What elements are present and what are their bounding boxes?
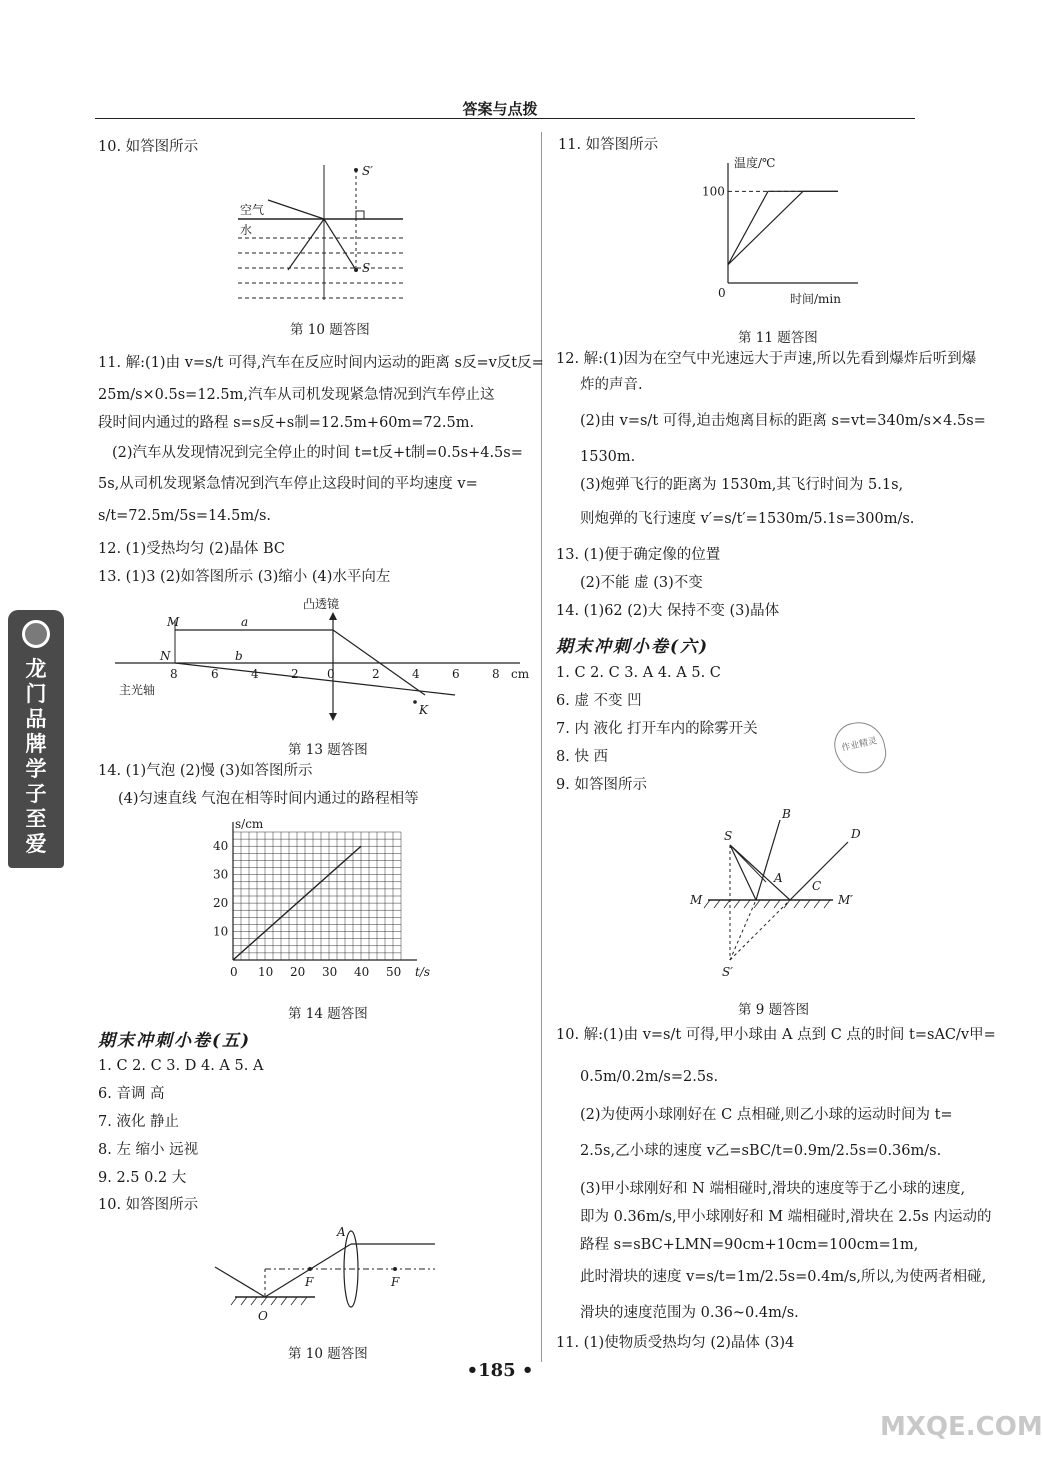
sec5-line-4: 8. 左 缩小 远视: [98, 1142, 199, 1158]
watermark: MXQE.COM: [880, 1412, 1043, 1442]
b-point-label: B: [782, 807, 791, 821]
q11-line-4: (2)汽车从发现情况到完全停止的时间 t=t反+t制=0.5s+4.5s=: [112, 445, 523, 461]
tick-6: 4: [412, 667, 420, 681]
s-point-label: S: [724, 829, 733, 843]
c-point-label: C: [812, 879, 822, 893]
tick-2: 4: [251, 667, 259, 681]
q11-line-5: 5s,从司机发现紧急情况到汽车停止这段时间的平均速度 v=: [98, 476, 478, 492]
r-q13-line-2: (2)不能 虚 (3)不变: [580, 575, 703, 591]
s-prime-label: S′: [362, 164, 373, 178]
sec6-q10-line-8: 此时滑块的速度 v=s/t=1m/2.5s=0.4m/s,所以,为使两者相碰,: [580, 1269, 987, 1285]
n-label: N: [160, 649, 171, 663]
r-q12-line-5: (3)炮弹飞行的距离为 1530m,其飞行时间为 5.1s,: [580, 477, 904, 493]
homework-stamp: 作业精灵: [830, 717, 890, 778]
d-point-label: D: [851, 827, 861, 841]
sec6-line-4: 8. 快 西: [556, 749, 609, 765]
y-tick-20: 20: [213, 896, 229, 911]
tick-5: 2: [372, 667, 380, 681]
m-mirror-label: M: [690, 893, 703, 907]
unit-label: cm: [511, 667, 530, 681]
q14-line-2: (4)匀速直线 气泡在相等时间内通过的路程相等: [118, 791, 419, 807]
y-tick-40: 40: [213, 839, 229, 854]
q12-line: 12. (1)受热均匀 (2)晶体 BC: [98, 541, 285, 557]
brand-text: 龙门品牌 学子至爱: [25, 656, 47, 856]
x-tick-30: 30: [322, 965, 338, 979]
x-tick-label: 0: [718, 286, 726, 300]
a-mirror-label: A: [774, 871, 783, 885]
temp-series-0: [728, 191, 838, 264]
column-divider: [541, 132, 542, 1362]
tick-4: 0: [327, 667, 335, 681]
sec6-line-2: 6. 虚 不变 凹: [556, 693, 642, 709]
q10-caption: 第 10 题答图: [290, 322, 370, 338]
sec6-q11-line: 11. (1)使物质受热均匀 (2)晶体 (3)4: [556, 1335, 795, 1351]
r-q12-line-1: 12. 解:(1)因为在空气中光速远大于声速,所以先看到爆炸后听到爆: [556, 351, 977, 367]
o-label: O: [258, 1309, 268, 1323]
x-axis-label: t/s: [415, 965, 431, 979]
y-axis-label: s/cm: [235, 817, 264, 831]
sec5-line-2: 6. 音调 高: [98, 1086, 165, 1102]
sec6-q9-caption: 第 9 题答图: [738, 1002, 810, 1018]
q14-caption: 第 14 题答图: [288, 1006, 368, 1022]
q13-line: 13. (1)3 (2)如答图所示 (3)缩小 (4)水平向左: [98, 569, 391, 585]
sec6-q10-line-2: 0.5m/0.2m/s=2.5s.: [580, 1069, 719, 1085]
q14-line-1: 14. (1)气泡 (2)慢 (3)如答图所示: [98, 763, 313, 779]
r-q12-line-4: 1530m.: [580, 449, 636, 465]
q10-refraction-diagram: [238, 160, 418, 310]
axis-label: 主光轴: [119, 683, 156, 697]
r-q12-line-3: (2)由 v=s/t 可得,迫击炮离目标的距离 s=vt=340m/s×4.5s=: [580, 413, 986, 429]
r-q13-line-1: 13. (1)便于确定像的位置: [556, 547, 721, 563]
x-tick-0: 0: [230, 965, 238, 979]
sec6-q10-line-6: 即为 0.36m/s,甲小球刚好和 M 端相碰时,滑块在 2.5s 内运动的: [580, 1209, 992, 1225]
page-header-title: 答案与点拨: [462, 100, 538, 118]
page-number: •185 •: [466, 1360, 534, 1381]
x-tick-50: 50: [386, 965, 402, 979]
r-q12-line-2: 炸的声音.: [580, 377, 643, 393]
a-point-label: A: [337, 1225, 346, 1239]
sec5-q10-diagram: [205, 1222, 445, 1332]
lens-label: 凸透镜: [303, 597, 340, 611]
k-label: K: [419, 703, 428, 717]
sec6-line-5: 9. 如答图所示: [556, 777, 647, 793]
sec6-q10-line-3: (2)为使两小球刚好在 C 点相碰,则乙小球的运动时间为 t=: [580, 1107, 953, 1123]
q11-line-3: 段时间内通过的路程 s=s反+s制=12.5m+60m=72.5m.: [98, 415, 475, 431]
r-q12-line-6: 则炮弹的飞行速度 v′=s/t′=1530m/5.1s=300m/s.: [580, 511, 915, 527]
y-tick-label: 100: [702, 184, 725, 199]
x-axis-label: 时间/min: [790, 292, 841, 306]
r-q14-line: 14. (1)62 (2)大 保持不变 (3)晶体: [556, 603, 780, 619]
x-tick-20: 20: [290, 965, 306, 979]
x-tick-40: 40: [354, 965, 370, 979]
tick-8: 8: [492, 667, 500, 681]
sec5-line-1: 1. C 2. C 3. D 4. A 5. A: [98, 1058, 264, 1074]
q11-caption: 第 11 题答图: [738, 330, 818, 346]
x-tick-10: 10: [258, 965, 274, 979]
left-q10-title: 10. 如答图所示: [98, 139, 199, 155]
header-rule: [95, 118, 915, 119]
sec6-line-1: 1. C 2. C 3. A 4. A 5. C: [556, 665, 721, 681]
q11-line-1: 11. 解:(1)由 v=s/t 可得,汽车在反应时间内运动的距离 s反=v反t反=: [98, 355, 544, 371]
sec6-q10-line-9: 滑块的速度范围为 0.36~0.4m/s.: [580, 1305, 799, 1321]
q14-st-chart: [205, 815, 445, 985]
sec6-q9-mirror-diagram: [688, 800, 888, 990]
brand-logo-icon: [22, 620, 50, 648]
m-label: M: [167, 615, 180, 629]
q11-line-2: 25m/s×0.5s=12.5m,汽车从司机发现紧急情况到汽车停止这: [98, 387, 495, 403]
y-axis-label: 温度/℃: [734, 156, 776, 170]
sec5-line-3: 7. 液化 静止: [98, 1114, 180, 1130]
section5-title: 期末冲刺小卷(五): [98, 1031, 252, 1051]
section6-title: 期末冲刺小卷(六): [556, 637, 710, 657]
sec5-line-6: 10. 如答图所示: [98, 1197, 199, 1213]
sec6-q10-line-4: 2.5s,乙小球的速度 v乙=sBC/t=0.9m/2.5s=0.36m/s.: [580, 1143, 942, 1159]
air-label: 空气: [240, 203, 265, 217]
b-label: b: [235, 649, 243, 663]
s-prime-point-label: S′: [722, 965, 733, 979]
sec6-line-3: 7. 内 液化 打开车内的除雾开关: [556, 721, 758, 737]
q11-line-6: s/t=72.5m/5s=14.5m/s.: [98, 508, 272, 524]
sec6-q10-line-1: 10. 解:(1)由 v=s/t 可得,甲小球由 A 点到 C 点的时间 t=sAC/v甲=: [556, 1027, 996, 1043]
s-label: S: [362, 261, 371, 275]
tick-7: 6: [452, 667, 460, 681]
f2-label: F: [391, 1275, 400, 1289]
sec5-line-5: 9. 2.5 0.2 大: [98, 1170, 187, 1186]
sec6-q10-line-7: 路程 s=sBC+LMN=90cm+10cm=100cm=1m,: [580, 1237, 919, 1253]
water-label: 水: [240, 223, 253, 237]
tick-1: 6: [211, 667, 219, 681]
a-label: a: [241, 615, 249, 629]
tick-0: 8: [170, 667, 178, 681]
f1-label: F: [305, 1275, 314, 1289]
temp-series-1: [728, 191, 838, 264]
y-tick-10: 10: [213, 924, 229, 939]
sec5-q10-caption: 第 10 题答图: [288, 1346, 368, 1362]
sec6-q10-line-5: (3)甲小球刚好和 N 端相碰时,滑块的速度等于乙小球的速度,: [580, 1181, 966, 1197]
y-tick-30: 30: [213, 867, 229, 882]
q13-caption: 第 13 题答图: [288, 742, 368, 758]
right-q11-title: 11. 如答图所示: [558, 137, 659, 153]
q13-lens-diagram: [115, 590, 535, 730]
m-prime-label: M′: [838, 893, 854, 907]
q11-temperature-chart: [700, 158, 870, 308]
tick-3: 2: [291, 667, 299, 681]
